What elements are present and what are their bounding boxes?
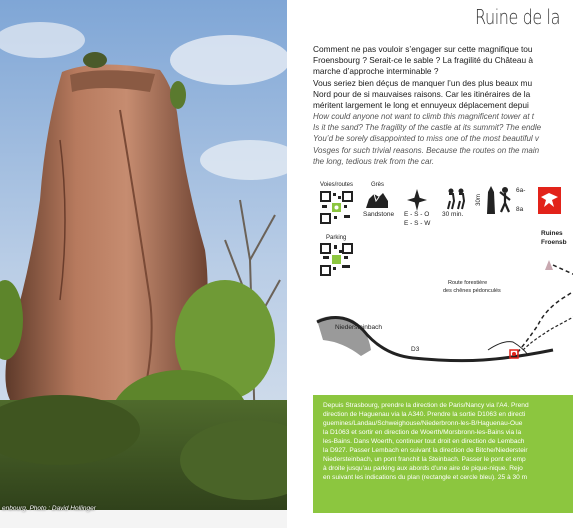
directions-line: Niedersteinbach, un pont franchit la Steinbach. Passer le pont et emp [323, 456, 526, 463]
french-line: méritent largement le long et ennuyeux déplacement depui [313, 100, 529, 111]
english-line: Vosges for such trivial reasons. Because the routes on the main [313, 145, 540, 155]
french-line: Comment ne pas vouloir s’engager sur cette magnifique tou [313, 44, 533, 54]
map-label-road: D3 [411, 346, 420, 353]
guide-page [287, 0, 567, 528]
map-label-village: Niedersteinbach [335, 324, 382, 331]
orientation-fr: E - S - O [404, 211, 430, 218]
directions-line: direction de Haguenau via la A340. Prendre la sortie D1063 en directi [323, 411, 526, 418]
climber-icon [498, 186, 512, 219]
page-title: Ruine de la [475, 5, 560, 29]
map-label-froensbourg: Froensb [541, 239, 567, 246]
grade-min: 6a- [516, 187, 526, 194]
french-line: Vous seriez bien déçus de manquer l’un des plus beaux mu [313, 77, 533, 88]
directions-line: les-Bains. Dans Woerth, continuer tout droit en direction de Lembach [323, 438, 525, 445]
directions-line: à droite jusqu’au parking aux abords d’une aire de pique-nique. Rejo [323, 465, 523, 472]
directions-line: Depuis Strasbourg, prendre la direction de Paris/Nancy via l’A4. Prend [323, 402, 529, 409]
height-value: 30m [475, 194, 482, 206]
english-line: How could anyone not want to climb this magnificent tower at t [313, 112, 534, 121]
eagle-icon [538, 187, 561, 219]
rock-value: Sandstone [363, 211, 395, 218]
orientation-en: E - S - W [404, 220, 431, 227]
english-line: Is it the sand? The fragility of the castle at its summit? The endle [313, 123, 542, 133]
french-line: Froensbourg ? Serait-ce le sable ? La fragilité du Château à [313, 55, 534, 66]
map-label-ruines: Ruines [541, 230, 563, 237]
map-label-route2: des chênes pédonculés [443, 288, 501, 294]
directions-line: guemines/Landau/Schweighouse/Niederbronn-les-B/Haguenau-Oue [323, 420, 523, 427]
routes-qr-code-icon[interactable] [320, 191, 353, 224]
french-line: Nord pour de si mauvaises raisons. Car les itinéraires de la [313, 88, 531, 99]
photo-credit: enbourg. Photo : David Hollinger [2, 505, 96, 512]
rock-label: Grès [371, 182, 385, 188]
directions-line: la D1063 et sortir en direction de Woerth/Morsbronn-les-Bains via la [323, 429, 522, 436]
english-line: the long, tedious trek from the car. [313, 156, 435, 166]
parking-label: Parking [326, 235, 347, 241]
access-map [313, 230, 573, 390]
directions-line: la D927. Passer Lembach en suivant la direction de Bitche/Niedersteir [323, 447, 528, 454]
french-line: marche d’approche interminable ? [313, 66, 439, 77]
routes-label: Voies/routes [320, 182, 354, 188]
approach-time: 30 min. [442, 211, 464, 218]
english-line: You’d be sorely disappointed to miss one of the most beautiful v [313, 134, 539, 144]
directions-box [313, 395, 573, 513]
english-intro [313, 111, 573, 167]
directions-line: en suivant les indications du plan (rectangle et cercle bleu). 25 à 30 m [323, 474, 528, 481]
tower-height-icon [485, 186, 497, 219]
grade-max: 8a [516, 206, 524, 213]
map-label-route: Route forestière [448, 280, 488, 286]
french-intro [313, 44, 573, 111]
